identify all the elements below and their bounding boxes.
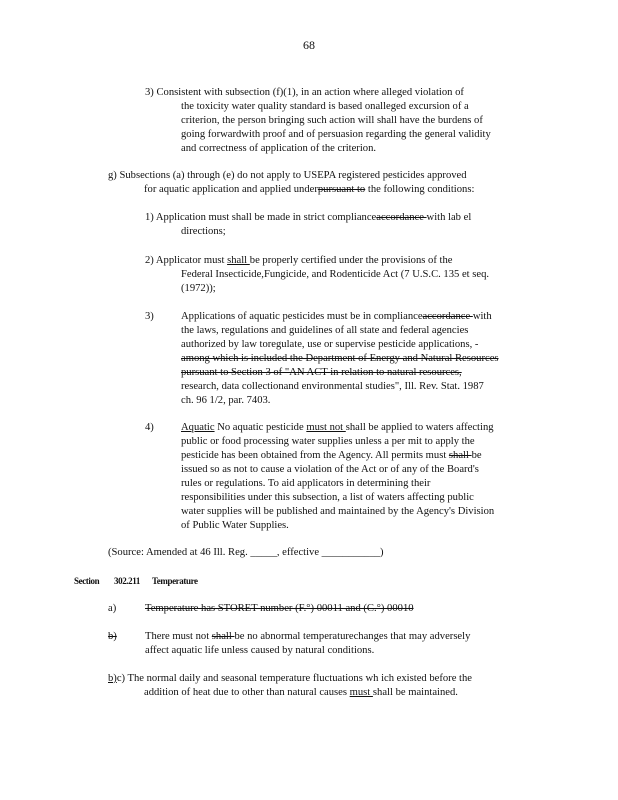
g-item-1-strike: accordance [376, 212, 427, 223]
temp-c-under: b) [108, 673, 117, 684]
temp-b-text: There must not [145, 631, 212, 642]
item-f3 [145, 86, 491, 156]
g-item-1 [145, 211, 471, 239]
temp-c-line [108, 686, 472, 700]
temp-a-strike: Temperature has STORET number (F.°) 00011 and (C.°) 00010 [145, 603, 414, 614]
g-item-4-strike: shall [448, 450, 472, 461]
g-item-2-text: 2) Applicator must [145, 255, 228, 266]
temp-b-label: b) [108, 631, 117, 642]
g-item-4-line [181, 421, 494, 435]
temp-b [145, 630, 470, 658]
g-intro-text: for aquatic application and applied under [144, 184, 318, 195]
g-item-3-line: research, data collectionand environmental studies", Ill. Rev. Stat. 1987 [181, 381, 484, 392]
g-intro-line [108, 183, 474, 197]
g-item-3-number: 3) [145, 311, 154, 322]
g-item-1-text: with lab el [426, 212, 472, 223]
temp-b-text: be no [234, 631, 261, 642]
temp-b-text: abnormal temperaturechanges that may adversely [260, 631, 471, 642]
section-title: Temperature [152, 576, 198, 586]
source-note: (Source: Amended at 46 Ill. Reg. _____, effective ___________) [108, 547, 384, 558]
g-item-4-line [181, 449, 494, 463]
g-item-4-text: No aquatic pesticide [214, 422, 307, 433]
temp-c-under: must [349, 687, 373, 698]
g-item-3 [145, 310, 499, 408]
temp-b-strike: shall [211, 631, 235, 642]
temp-c-text: c) The normal daily and seasonal temperature fluctuations wh ich existed before the [116, 673, 472, 684]
g-item-3-line: ch. 96 1/2, par. 7403. [181, 395, 271, 406]
g-item-4-line: responsibilities under this subsection, a list of waters affecting public [181, 492, 474, 503]
temp-c-text: shall be maintained. [372, 687, 458, 698]
g-item-1-text: 1) Application must shall [145, 212, 255, 223]
g-item-2-line: (1972)); [181, 283, 216, 294]
g-item-2-line: Federal Insecticide,Fungicide, and Rodenticide Act (7 U.S.C. 135 et seq. [181, 269, 490, 280]
g-item-4-line: rules or regulations. To aid applicators in determining their [181, 478, 431, 489]
section-label: Section [74, 576, 100, 586]
g-item-3-line: the laws, regulations and guidelines of all state and federal agencies [181, 325, 469, 336]
temp-b-line: affect aquatic life unless caused by natural conditions. [145, 645, 375, 656]
item-f3-line: 3) Consistent with subsection (f)(1), in an action where alleged violation of [145, 87, 464, 98]
item-f3-line: and correctness of application of the criterion. [181, 143, 377, 154]
g-item-4-text: be [471, 450, 482, 461]
g-item-3-strike: accordance [422, 311, 473, 322]
g-item-4-number: 4) [145, 422, 154, 433]
g-item-3-line: authorized by law toregulate, use or supervise pesticide applications, - [181, 339, 479, 350]
temp-c-text: addition of heat due to other than natural causes [144, 687, 350, 698]
temp-c-line [108, 672, 472, 686]
section-number: 302.211 [114, 576, 140, 586]
g-item-3-strike-line: among which is included the Department of Energy and Natural Resources [181, 353, 499, 364]
g-intro-line: g) Subsections (a) through (e) do not apply to USEPA registered pesticides approved [108, 170, 467, 181]
g-item-3-strike-line: pursuant to Section 3 of "AN ACT in relation to natural resources, [181, 367, 462, 378]
subsection-g-intro [108, 169, 474, 197]
g-item-4-line: of Public Water Supplies. [181, 520, 289, 531]
g-item-4-line: water supplies will be published and maintained by the Agency's Division [181, 506, 495, 517]
g-item-3-line [181, 310, 499, 324]
item-f3-line: criterion, the person bringing such action will shall have the burdens of [181, 115, 483, 126]
g-item-4-body [145, 421, 494, 533]
g-item-3-text: Applications of aquatic pesticides must be in compliance [181, 311, 423, 322]
g-item-3-body [145, 310, 499, 408]
item-f3-line: going forwardwith proof and of persuasion regarding the general validity [181, 129, 491, 140]
g-item-4-line: issued so as not to cause a violation of the Act or of any of the Board's [181, 464, 479, 475]
g-item-4-under: must not [306, 422, 346, 433]
g-item-2 [145, 254, 489, 296]
g-item-1-line [145, 211, 471, 225]
item-f3-line: the toxicity water quality standard is based onalleged excursion of a [181, 101, 469, 112]
g-item-2-under: shall [227, 255, 250, 266]
g-intro-text: the following conditions: [365, 184, 475, 195]
g-item-2-text: be properly certified under the provisions of the [249, 255, 453, 266]
g-item-2-line [145, 254, 489, 268]
g-item-4-text: pesticide has been obtained from the Agency. All permits must [181, 450, 449, 461]
g-item-1-line: directions; [181, 226, 226, 237]
temp-c [108, 672, 472, 700]
temp-b-line [145, 630, 470, 644]
g-item-1-text: be made in strict compliance [254, 212, 377, 223]
g-item-4-under: Aquatic [181, 422, 215, 433]
g-intro-strike: pursuant to [317, 184, 366, 195]
page-number: 68 [303, 38, 315, 52]
g-item-3-text: with [472, 311, 492, 322]
g-item-4-text: shall be applied to waters affecting [345, 422, 494, 433]
g-item-4 [145, 421, 494, 533]
temp-a-label: a) [108, 603, 117, 614]
g-item-4-line: public or food processing water supplies unless a per mit to apply the [181, 436, 475, 447]
